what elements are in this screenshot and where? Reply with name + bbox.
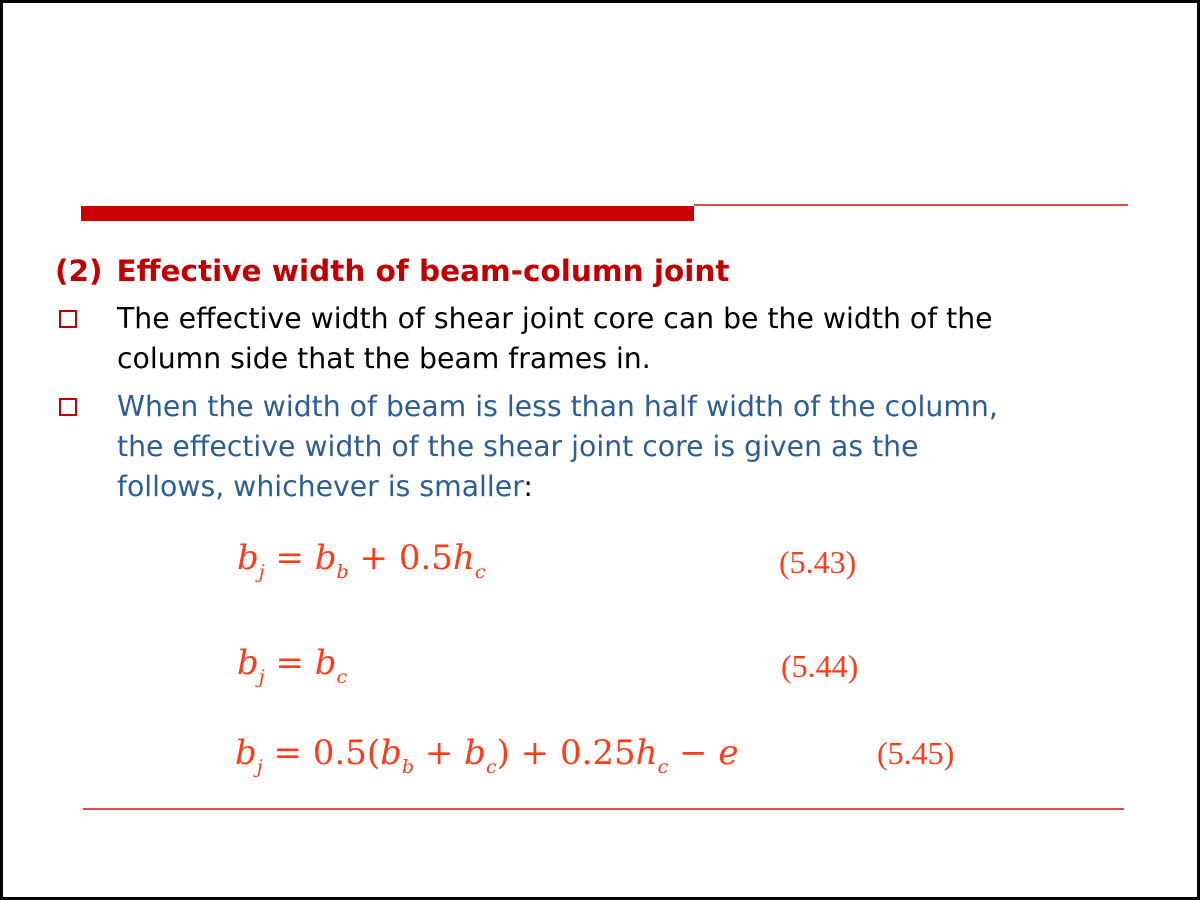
equation-variable: b [314, 538, 337, 578]
equation-variable: b [380, 733, 402, 773]
equation-variable: b [237, 538, 259, 578]
equation-5-45 [235, 731, 739, 778]
bullet-1-line-1: The effective width of shear joint core can be the width of the [117, 302, 993, 335]
bullet-2-line-3-text: follows, whichever is smaller [117, 470, 524, 503]
equation-term: + [414, 733, 465, 773]
section-title: Effective width of beam-column joint [116, 254, 730, 288]
equation-variable: b [235, 733, 257, 773]
footer-rule [83, 808, 1124, 810]
equation-term: − [668, 733, 719, 773]
equation-subscript: j [256, 756, 263, 778]
bullet-1-line-2: column side that the beam frames in. [117, 342, 651, 375]
equation-operator: = [264, 538, 315, 578]
equation-5-44 [237, 641, 348, 688]
equation-number-5-43: (5.43) [779, 544, 857, 580]
equation-variable: h [452, 538, 475, 578]
header-thin-rule [694, 204, 1128, 206]
equation-subscript: c [485, 756, 497, 778]
equation-subscript: b [401, 756, 415, 778]
bullet-square-icon [59, 398, 77, 416]
equation-number-5-44: (5.44) [781, 648, 859, 684]
equation-subscript: c [336, 666, 348, 688]
bullet-2-line-2: the effective width of the shear joint core is given as the [117, 430, 919, 463]
bullet-paragraph-2 [117, 387, 998, 507]
equation-number-5-45: (5.45) [877, 735, 955, 771]
equation-variable: h [635, 733, 658, 773]
bullet-2-line-3 [117, 467, 998, 507]
equation-subscript: c [657, 756, 669, 778]
bullet-2-colon: : [523, 470, 533, 503]
equation-subscript: b [336, 561, 349, 583]
header-accent-bar [81, 206, 694, 221]
equation-operator: = [264, 643, 315, 683]
equation-operator: = [262, 733, 313, 773]
equation-term: ) + 0.25 [496, 733, 636, 773]
equation-subscript: j [258, 561, 265, 583]
equation-subscript: c [474, 561, 486, 583]
equation-subscript: j [258, 666, 265, 688]
bullet-2-line-1: When the width of beam is less than half width of the column, [117, 390, 998, 423]
section-number: (2) [55, 254, 103, 288]
bullet-paragraph-1 [117, 299, 993, 379]
equation-variable: b [314, 643, 337, 683]
equation-variable: b [237, 643, 259, 683]
equation-5-43 [237, 536, 486, 583]
bullet-square-icon [59, 310, 77, 328]
equation-variable: b [464, 733, 486, 773]
section-heading [55, 249, 729, 293]
equation-term: 0.5( [312, 733, 381, 773]
equation-variable: e [718, 733, 739, 773]
equation-term: + 0.5 [348, 538, 453, 578]
